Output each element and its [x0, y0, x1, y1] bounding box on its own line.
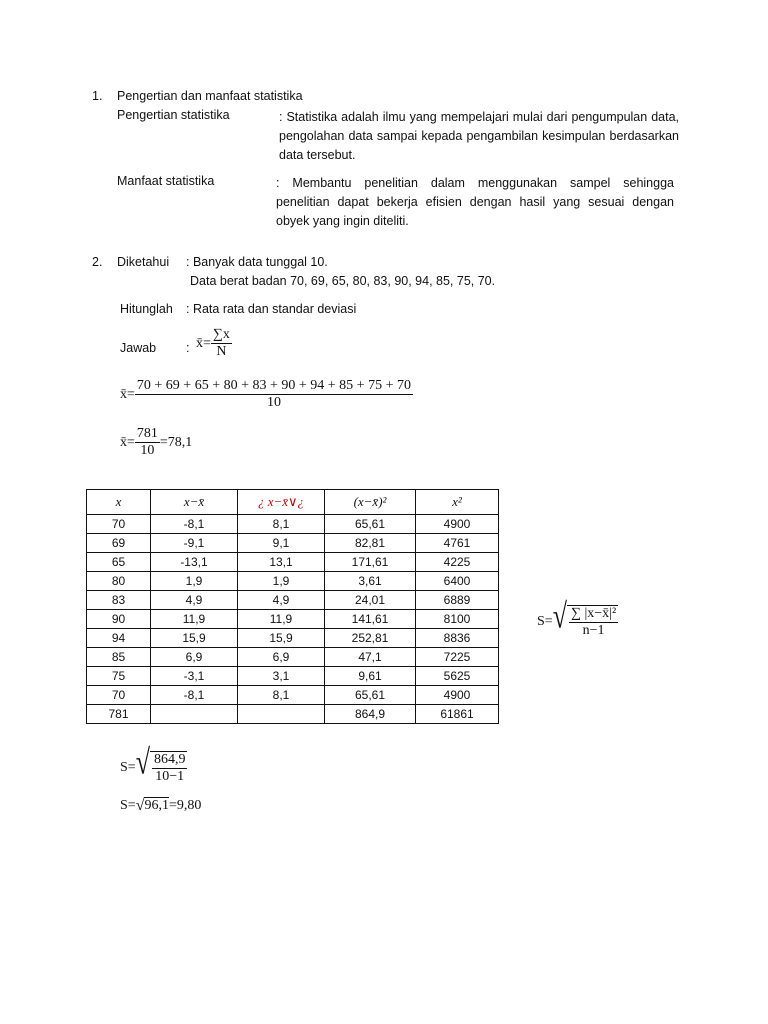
sqrt-icon: √	[135, 797, 145, 814]
sqrt-icon: √	[552, 596, 567, 636]
mean-formula-lhs: x̄=	[196, 335, 211, 351]
sd-substitution-numerator: 864,9	[153, 752, 186, 767]
cell-x-squared: 6889	[416, 591, 499, 610]
cell-abs-deviation: 13,1	[238, 553, 325, 572]
manfaat-label: Manfaat statistika	[117, 174, 215, 188]
data-table	[86, 489, 499, 724]
cell-x-minus-mean: 4,9	[151, 591, 238, 610]
cell-x-squared: 8100	[416, 610, 499, 629]
cell-squared-deviation: 9,61	[325, 667, 416, 686]
mean-formula-denominator: N	[216, 344, 227, 359]
cell-x-minus-mean: 15,9	[151, 629, 238, 648]
pengertian-text: : Statistika adalah ilmu yang mempelajari mulai dari pengumpulan data, pengolahan data sampai kepada pengambilan kesimpulan berdasarkan data tersebut.	[279, 110, 679, 162]
table-row	[87, 686, 499, 705]
table-row	[87, 553, 499, 572]
cell-x-squared: 4900	[416, 515, 499, 534]
header-x: x	[87, 490, 151, 515]
cell-x: 69	[87, 534, 151, 553]
table-header-row	[87, 490, 499, 515]
cell-squared-deviation: 171,61	[325, 553, 416, 572]
header-x-minus-mean: x−x̄	[151, 490, 238, 515]
cell-squared-deviation: 141,61	[325, 610, 416, 629]
cell-squared-deviation: 24,01	[325, 591, 416, 610]
table-row	[87, 572, 499, 591]
cell-x-squared: 6400	[416, 572, 499, 591]
cell-abs-deviation: 9,1	[238, 534, 325, 553]
mean-result-value: =78,1	[159, 434, 193, 450]
table-row	[87, 591, 499, 610]
cell-x-minus-mean: -3,1	[151, 667, 238, 686]
diketahui-label: Diketahui	[117, 255, 170, 269]
section-1-number: 1.	[92, 89, 103, 103]
header-x-squared: x²	[416, 490, 499, 515]
cell-abs-deviation: 11,9	[238, 610, 325, 629]
cell-x: 65	[87, 553, 151, 572]
mean-formula-fraction	[211, 327, 232, 360]
sd-final-sqrt	[136, 797, 169, 815]
cell-abs-deviation: 8,1	[238, 686, 325, 705]
table-body	[87, 515, 499, 705]
cell-squared-deviation: 252,81	[325, 629, 416, 648]
total-abs-deviation	[238, 705, 325, 724]
sd-formula-denominator: n−1	[582, 623, 605, 638]
mean-result-lhs: x̄=	[120, 434, 135, 450]
jawab-label: Jawab	[120, 341, 157, 355]
sd-formula	[537, 596, 618, 639]
sd-final	[120, 797, 201, 815]
cell-x: 70	[87, 515, 151, 534]
hitunglah-label: Hitunglah	[120, 302, 173, 316]
cell-abs-deviation: 4,9	[238, 591, 325, 610]
cell-x-squared: 8836	[416, 629, 499, 648]
cell-abs-deviation: 1,9	[238, 572, 325, 591]
cell-x-squared: 5625	[416, 667, 499, 686]
diketahui-line-1: : Banyak data tunggal 10.	[186, 255, 328, 269]
cell-x-minus-mean: 1,9	[151, 572, 238, 591]
mean-result	[120, 426, 192, 459]
sd-final-lhs: S=	[120, 798, 136, 813]
hitunglah-text: : Rata rata dan standar deviasi	[186, 302, 357, 316]
table-row	[87, 534, 499, 553]
cell-abs-deviation: 8,1	[238, 515, 325, 534]
table-row	[87, 667, 499, 686]
table-row	[87, 515, 499, 534]
cell-squared-deviation: 47,1	[325, 648, 416, 667]
cell-x-minus-mean: -8,1	[151, 515, 238, 534]
section-2-number: 2.	[92, 255, 103, 269]
table-totals-row	[87, 705, 499, 724]
cell-x-minus-mean: -9,1	[151, 534, 238, 553]
cell-abs-deviation: 3,1	[238, 667, 325, 686]
header-squared-deviation: (x−x̄)²	[325, 490, 416, 515]
mean-result-denominator: 10	[140, 443, 155, 458]
cell-x: 70	[87, 686, 151, 705]
mean-formula-numerator: ∑x	[212, 327, 230, 342]
section-1-heading: Pengertian dan manfaat statistika	[117, 89, 303, 103]
sqrt-icon: √	[135, 742, 150, 782]
table-row	[87, 629, 499, 648]
mean-formula	[196, 327, 232, 360]
sum-formula-lhs: x̄=	[120, 386, 135, 402]
pengertian-label: Pengertian statistika	[117, 108, 230, 122]
cell-x-squared: 4225	[416, 553, 499, 572]
cell-x-squared: 7225	[416, 648, 499, 667]
total-x: 781	[87, 705, 151, 724]
total-x-squared: 61861	[416, 705, 499, 724]
sd-substitution-sqrt	[135, 742, 188, 785]
sd-formula-numerator: ∑ |x−x̄|²	[570, 606, 617, 621]
mean-result-numerator: 781	[136, 426, 158, 441]
sd-substitution-fraction	[152, 752, 188, 785]
cell-x-minus-mean: 6,9	[151, 648, 238, 667]
cell-x-minus-mean: -8,1	[151, 686, 238, 705]
sd-substitution-lhs: S=	[120, 760, 136, 775]
cell-x-squared: 4900	[416, 686, 499, 705]
cell-abs-deviation: 15,9	[238, 629, 325, 648]
cell-x-minus-mean: -13,1	[151, 553, 238, 572]
cell-x: 85	[87, 648, 151, 667]
sum-formula-denominator: 10	[266, 395, 281, 410]
header-abs-deviation: ¿ x−x̄∨¿	[238, 490, 325, 515]
sd-formula-sqrt	[552, 596, 618, 639]
cell-abs-deviation: 6,9	[238, 648, 325, 667]
cell-squared-deviation: 82,81	[325, 534, 416, 553]
cell-x: 94	[87, 629, 151, 648]
sd-formula-fraction	[569, 606, 618, 639]
cell-x-squared: 4761	[416, 534, 499, 553]
total-squared-deviation: 864,9	[325, 705, 416, 724]
sum-formula-fraction	[135, 378, 413, 411]
sd-final-root: 96,1	[144, 798, 169, 813]
cell-x-minus-mean: 11,9	[151, 610, 238, 629]
jawab-colon: :	[186, 341, 190, 355]
cell-squared-deviation: 65,61	[325, 686, 416, 705]
sum-formula-numerator: 70 + 69 + 65 + 80 + 83 + 90 + 94 + 85 + 75 + 70	[136, 378, 411, 393]
cell-x: 83	[87, 591, 151, 610]
cell-squared-deviation: 3,61	[325, 572, 416, 591]
sd-substitution	[120, 742, 187, 785]
cell-squared-deviation: 65,61	[325, 515, 416, 534]
mean-result-fraction	[135, 426, 160, 459]
total-x-minus-mean	[151, 705, 238, 724]
sd-substitution-denominator: 10−1	[155, 769, 185, 784]
cell-x: 75	[87, 667, 151, 686]
manfaat-text: : Membantu penelitian dalam menggunakan sampel sehingga penelitian dapat bekerja efisien dengan hasil yang sesuai dengan obyek yang ingin diteliti.	[276, 176, 674, 228]
diketahui-line-2: Data berat badan 70, 69, 65, 80, 83, 90, 94, 85, 75, 70.	[190, 274, 496, 288]
cell-x: 80	[87, 572, 151, 591]
cell-x: 90	[87, 610, 151, 629]
sd-formula-lhs: S=	[537, 614, 553, 629]
table-row	[87, 610, 499, 629]
table-row	[87, 648, 499, 667]
sum-formula	[120, 378, 413, 411]
sd-final-value: =9,80	[168, 798, 202, 813]
